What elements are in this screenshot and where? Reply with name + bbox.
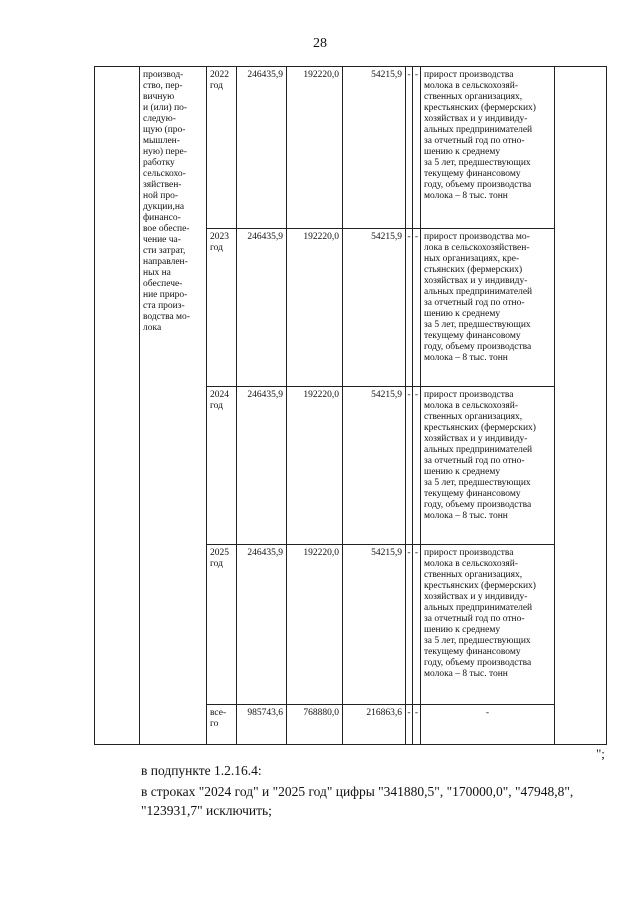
value2-cell: 54215,9	[343, 545, 406, 705]
empty-cell	[95, 67, 140, 745]
year-cell: 2025 год	[207, 545, 237, 705]
value2-cell: 54215,9	[343, 229, 406, 387]
paragraph-subclause: в подпункте 1.2.16.4:	[141, 763, 262, 778]
year-cell: все- го	[207, 705, 237, 745]
indicator-cell: прирост производства молока в сельскохозяй- ственных организациях, крестьянских (фермерских) хозяйствах и у индивиду- альных предпринимателей за отчетный год по отно- шению к среднему за 5 лет, предшествующих текущему финансовому году, объему производства молока – 8 тыс. тонн	[421, 545, 555, 705]
total-cell: 246435,9	[237, 545, 287, 705]
empty-cell	[555, 67, 607, 745]
dash-cell: -	[413, 705, 421, 745]
closing-quote: ";	[596, 746, 605, 761]
value2-cell: 54215,9	[343, 67, 406, 229]
year-cell: 2024 год	[207, 387, 237, 545]
dash-cell: -	[413, 387, 421, 545]
value1-cell: 192220,0	[287, 545, 343, 705]
value1-cell: 192220,0	[287, 229, 343, 387]
total-cell: 985743,6	[237, 705, 287, 745]
page-number: 28	[313, 36, 327, 51]
budget-table	[94, 66, 607, 745]
indicator-cell: прирост производства мо- лока в сельскохозяйствен- ных организациях, кре- стьянских (фермерских) хозяйствах и у индивиду- альных предпринимателей за отчетный год по отно- шению к среднему за 5 лет, предшествующих текущему финансовому году, объему производства молока – 8 тыс. тонн	[421, 229, 555, 387]
total-cell: 246435,9	[237, 229, 287, 387]
total-cell: 246435,9	[237, 67, 287, 229]
year-cell: 2022 год	[207, 67, 237, 229]
dash-cell: -	[406, 545, 413, 705]
total-cell: 246435,9	[237, 387, 287, 545]
dash-cell: -	[413, 229, 421, 387]
dash-cell: -	[413, 67, 421, 229]
indicator-cell: прирост производства молока в сельскохозяй- ственных организациях, крестьянских (фермерских) хозяйствах и у индивиду- альных предпринимателей за отчетный год по отно- шению к среднему за 5 лет, предшествующих текущему финансовому году, объему производства молока – 8 тыс. тонн	[421, 387, 555, 545]
dash-cell: -	[413, 545, 421, 705]
year-cell: 2023 год	[207, 229, 237, 387]
value2-cell: 216863,6	[343, 705, 406, 745]
indicator-cell: -	[421, 705, 555, 745]
dash-cell: -	[406, 229, 413, 387]
table-row	[95, 67, 607, 229]
value1-cell: 192220,0	[287, 67, 343, 229]
value1-cell: 768880,0	[287, 705, 343, 745]
value1-cell: 192220,0	[287, 387, 343, 545]
value2-cell: 54215,9	[343, 387, 406, 545]
dash-cell: -	[406, 705, 413, 745]
paragraph-instruction: в строках "2024 год" и "2025 год" цифры "341880,5", "170000,0", "47948,8", "123931,7" исключить;	[141, 784, 574, 818]
measure-description: производ- ство, пер- вичную и (или) по- следую- щую (про- мышлен- ную) пере- работку сельскохо- зяйствен- ной про- дукции,на финансо- вое обеспе- чение ча- сти затрат, направлен- ных на обеспече- ние приро- ста произ- водства мо- лока	[140, 67, 207, 745]
dash-cell: -	[406, 387, 413, 545]
dash-cell: -	[406, 67, 413, 229]
indicator-cell: прирост производства молока в сельскохозяй- ственных организациях, крестьянских (фермерских) хозяйствах и у индивиду- альных предпринимателей за отчетный год по отно- шению к среднему за 5 лет, предшествующих текущему финансовому году, объему производства молока – 8 тыс. тонн	[421, 67, 555, 229]
